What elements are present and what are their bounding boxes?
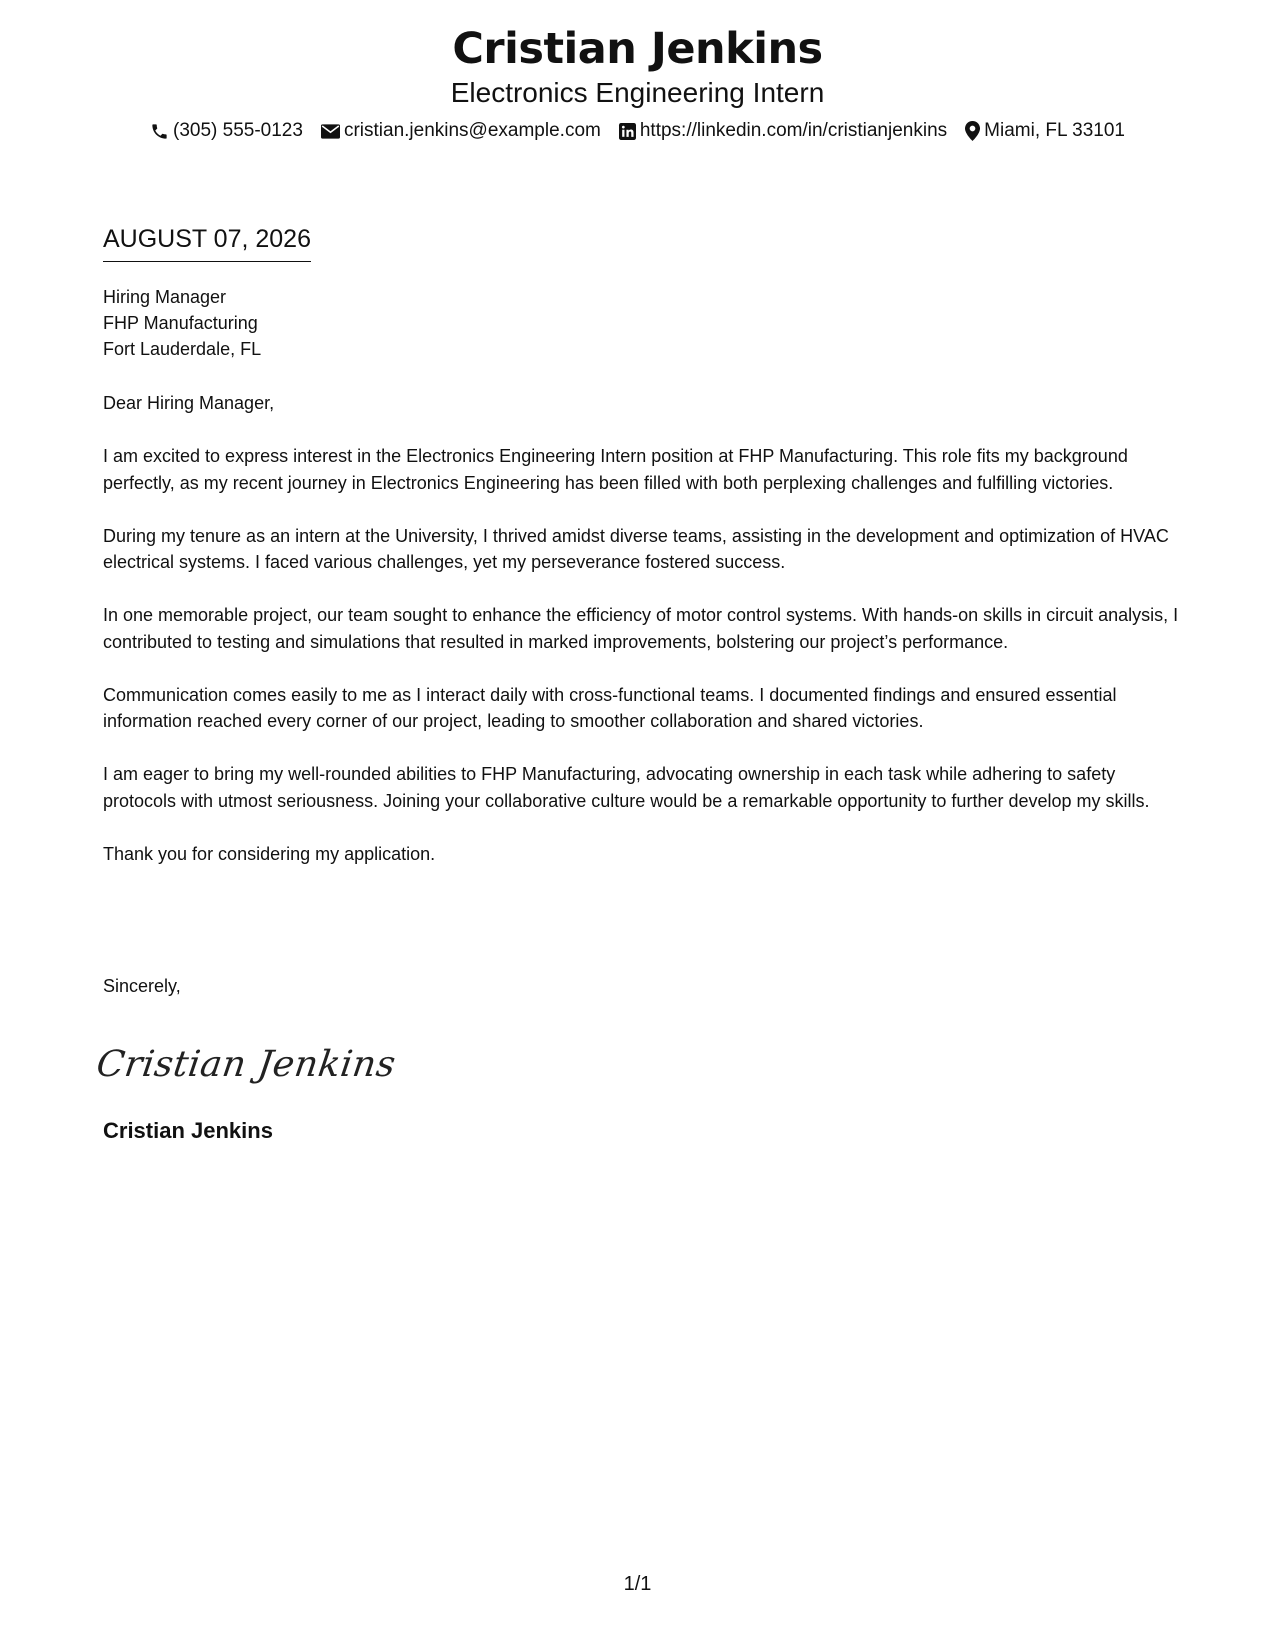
recipient-title: Hiring Manager [103, 287, 227, 307]
recipient-address [103, 284, 261, 362]
recipient-company: FHP Manufacturing [103, 313, 258, 333]
body-paragraph: During my tenure as an intern at the University, I thrived amidst diverse teams, assisting in the development and optimization of HVAC electrical systems. I faced various challenges, yet my perseverance fostered success. [103, 525, 1169, 572]
contact-linkedin[interactable] [619, 118, 947, 144]
body-paragraph: Thank you for considering my application. [103, 843, 436, 864]
body-paragraph: I am excited to express interest in the Electronics Engineering Intern position at FHP Manufacturing. This role fits my background perfectly, as my recent journey in Electronics Engineering has been filled with both perplexing challenges and fulfilling victories. [103, 446, 1128, 493]
job-title: Electronics Engineering Intern [450, 77, 825, 108]
salutation: Dear Hiring Manager, [103, 393, 275, 413]
signer-name: Cristian Jenkins [103, 1118, 273, 1143]
page-number: 1/1 [623, 1573, 652, 1595]
signature-script: Cristian Jenkins [93, 1042, 399, 1085]
contact-phone [150, 118, 303, 144]
handwritten-signature [93, 1028, 399, 1098]
body-paragraph: In one memorable project, our team sought to enhance the efficiency of motor control systems. With hands-on skills in circuit analysis, I contributed to testing and simulations that resulted in marked improvements, bolstering our project’s performance. [103, 605, 1179, 652]
envelope-icon [321, 124, 340, 139]
letter-header [0, 22, 1275, 144]
linkedin-icon [619, 123, 636, 140]
body-paragraph: I am eager to bring my well-rounded abilities to FHP Manufacturing, advocating ownership in each task while adhering to safety protocols with utmost seriousness. Joining your collaborative culture would be a remarkable opportunity to further develop my skills. [103, 764, 1150, 811]
map-marker-icon [965, 121, 980, 141]
letter-body [103, 390, 1183, 894]
date-block [103, 222, 311, 262]
letter-date: AUGUST 07, 2026 [103, 222, 311, 262]
contact-email[interactable] [321, 118, 601, 144]
closing: Sincerely, [103, 976, 181, 996]
linkedin-url[interactable]: https://linkedin.com/in/cristianjenkins [639, 120, 948, 141]
recipient-location: Fort Lauderdale, FL [103, 339, 262, 359]
phone-number: (305) 555-0123 [173, 120, 303, 141]
contact-location [965, 118, 1125, 144]
location-text: Miami, FL 33101 [984, 120, 1125, 141]
applicant-name: Cristian Jenkins [452, 24, 823, 74]
contact-info [0, 118, 1275, 144]
body-paragraph: Communication comes easily to me as I interact daily with cross-functional teams. I documented findings and ensured essential information reached every corner of our project, leading to smoother collaboration and shared victories. [103, 684, 1117, 731]
email-address[interactable]: cristian.jenkins@example.com [343, 120, 601, 141]
phone-icon [150, 122, 169, 141]
